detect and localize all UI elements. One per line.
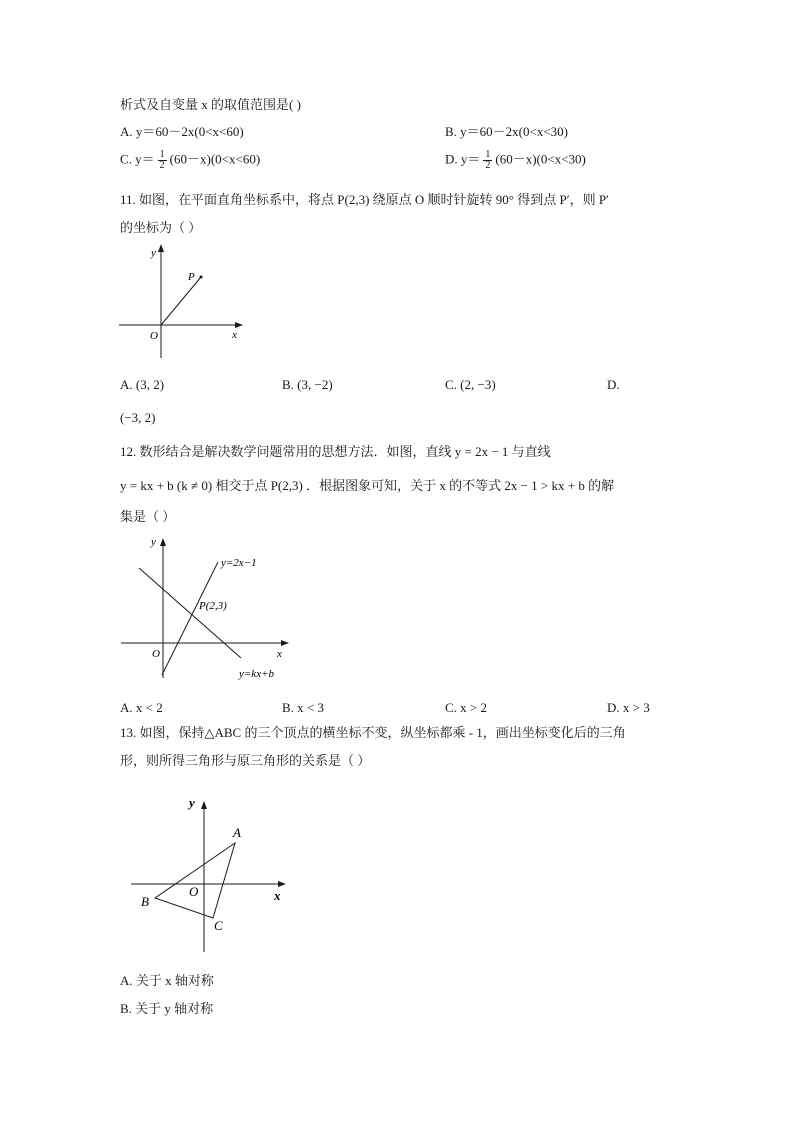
q13-option-b[interactable]: B. 关于 y 轴对称 bbox=[120, 1001, 214, 1016]
q10-option-d-prefix: D. y＝ bbox=[445, 151, 481, 167]
x-axis-label: x bbox=[277, 648, 282, 660]
segment-op bbox=[161, 277, 201, 325]
intersection-label: P(2,3) bbox=[199, 600, 227, 612]
y-axis-arrow-icon bbox=[160, 538, 166, 546]
q10-option-c-suffix: (60－x)(0<x<60) bbox=[169, 151, 261, 167]
x-axis-label: x bbox=[274, 888, 281, 903]
x-axis-arrow-icon bbox=[278, 881, 286, 887]
q12-option-b[interactable]: B. x < 3 bbox=[282, 700, 325, 715]
q10-option-c[interactable] bbox=[120, 150, 260, 171]
q12-figure bbox=[115, 530, 300, 685]
q10-option-b[interactable]: B. y＝60－2x(0<x<30) bbox=[445, 124, 568, 139]
x-axis-label: x bbox=[232, 329, 237, 341]
line-1-label: y=2x−1 bbox=[221, 557, 257, 569]
q12-stem-line3: 集是（ ） bbox=[120, 509, 176, 524]
triangle-abc bbox=[155, 843, 235, 918]
fraction-one-half: $\frac{1}{2}$ bbox=[159, 149, 165, 171]
x-axis-arrow-icon bbox=[281, 640, 289, 646]
line-y-kx-plus-b bbox=[139, 568, 241, 658]
q11-option-d-value: (−3, 2) bbox=[120, 410, 156, 425]
origin-label: O bbox=[189, 884, 199, 899]
y-axis-label: y bbox=[151, 536, 156, 548]
q12-stem-line1: 12. 数形结合是解决数学问题常用的思想方法．如图，直线 y = 2x − 1 与直线 bbox=[120, 444, 551, 459]
q13-option-a[interactable]: A. 关于 x 轴对称 bbox=[120, 973, 214, 988]
q10-stem: 析式及自变量 x 的取值范围是( ) bbox=[120, 97, 301, 112]
y-axis-label: y bbox=[151, 247, 156, 259]
q11-option-c[interactable]: C. (2, −3) bbox=[445, 377, 496, 392]
y-axis-arrow-icon bbox=[201, 801, 207, 809]
q12-option-c[interactable]: C. x > 2 bbox=[445, 700, 488, 715]
q11-option-a[interactable]: A. (3, 2) bbox=[120, 377, 165, 392]
fraction-one-half: $\frac{1}{2}$ bbox=[485, 149, 491, 171]
q11-option-d[interactable]: D. bbox=[607, 377, 620, 392]
q10-option-d[interactable] bbox=[445, 150, 586, 171]
q12-option-a[interactable]: A. x < 2 bbox=[120, 700, 163, 715]
q13-figure bbox=[125, 790, 300, 960]
q11-figure bbox=[115, 240, 250, 365]
q11-stem-line2: 的坐标为（ ） bbox=[120, 220, 202, 235]
q13-stem-line1: 13. 如图，保持△ABC 的三个顶点的横坐标不变，纵坐标都乘 - 1，画出坐标变化后的三角 bbox=[120, 725, 626, 740]
point-p-label: P bbox=[188, 271, 195, 283]
q10-option-d-suffix: (60－x)(0<x<30) bbox=[495, 151, 586, 167]
origin-label: O bbox=[152, 648, 160, 660]
q11-option-b[interactable]: B. (3, −2) bbox=[282, 377, 333, 392]
vertex-c-label: C bbox=[214, 918, 223, 933]
q12-option-d[interactable]: D. x > 3 bbox=[607, 700, 650, 715]
y-axis-label: y bbox=[189, 795, 195, 810]
line-y-2x-minus-1 bbox=[162, 562, 218, 675]
q10-option-a[interactable]: A. y＝60－2x(0<x<60) bbox=[120, 124, 244, 139]
x-axis-arrow-icon bbox=[235, 322, 243, 328]
q11-stem-line1: 11. 如图，在平面直角坐标系中，将点 P(2,3) 绕原点 O 顺时针旋转 90° 得到点 P′，则 P′ bbox=[120, 192, 609, 207]
line-2-label: y=kx+b bbox=[239, 668, 274, 680]
y-axis-arrow-icon bbox=[158, 244, 164, 252]
q13-stem-line2: 形，则所得三角形与原三角形的关系是（ ） bbox=[120, 753, 371, 768]
vertex-b-label: B bbox=[141, 894, 149, 909]
origin-label: O bbox=[150, 330, 158, 342]
point-p bbox=[200, 276, 203, 279]
q12-stem-line2: y = kx + b (k ≠ 0) 相交于点 P(2,3) ．根据图象可知，关于 x 的不等式 2x − 1 > kx + b 的解 bbox=[120, 478, 615, 493]
q10-option-c-prefix: C. y＝ bbox=[120, 151, 155, 167]
vertex-a-label: A bbox=[233, 825, 241, 840]
